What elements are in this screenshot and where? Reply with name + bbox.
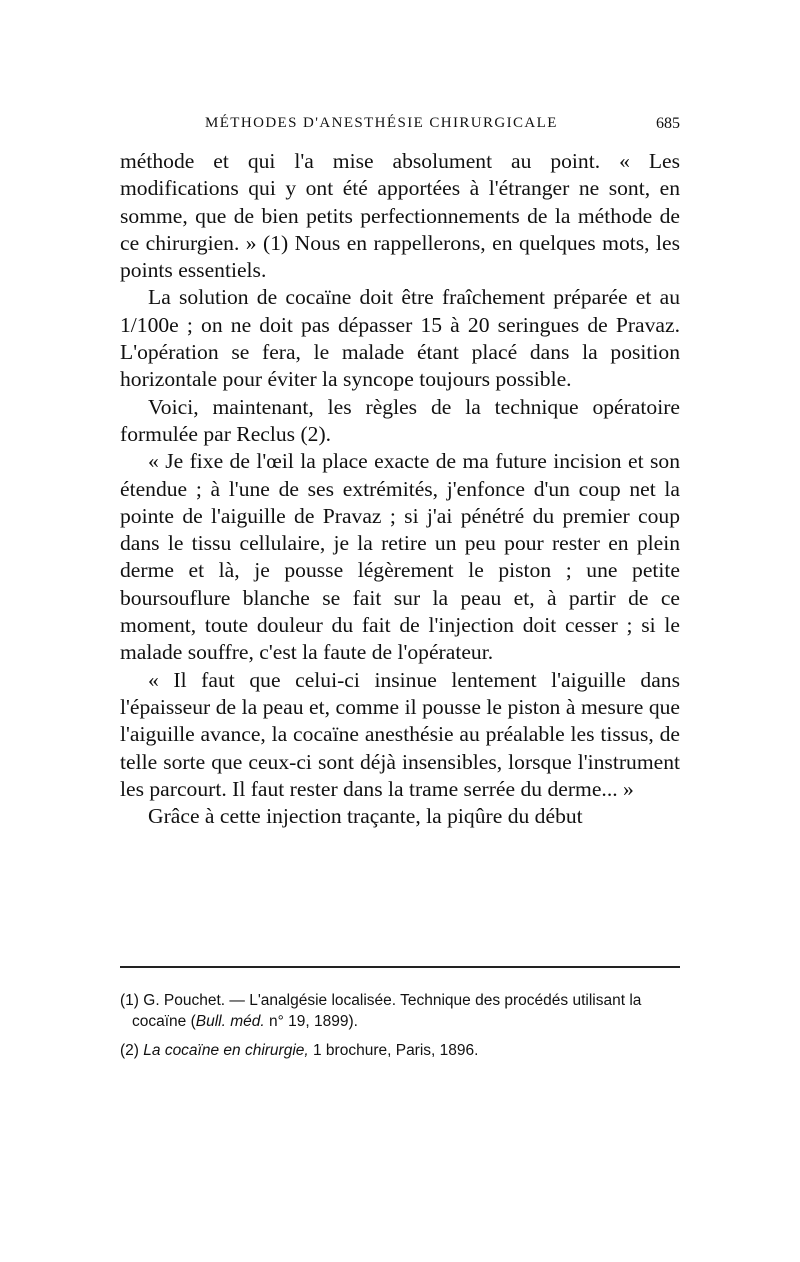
running-header xyxy=(205,115,680,139)
page-number: 685 xyxy=(656,115,680,132)
footnotes xyxy=(120,990,680,1061)
footnote-2-text: 1 brochure, Paris, 1896. xyxy=(308,1042,479,1059)
footnote-2-marker: (2) xyxy=(120,1042,139,1059)
paragraph-solution: La solution de cocaïne doit être fraîchement préparée et au 1/100e ; on ne doit pas dépasser 15 à 20 seringues de Pravaz. L'opération se fera, le malade étant placé dans la position horizontale pour éviter la syncope toujours possible. xyxy=(120,285,680,392)
footnote-2 xyxy=(120,1040,680,1061)
quote-paragraph-1: « Je fixe de l'œil la place exacte de ma future incision et son étendue ; à l'une de ses extrémités, j'enfonce d'un coup net la pointe de l'aiguille de Pravaz ; si j'ai pénétré du premier coup dans le tissu cellulaire, je la retire un peu pour rester en plein derme et là, je pousse légèrement le piston ; une petite boursouflure blanche se fait sur la peau et, à partir de ce moment, toute douleur du fait de l'injection doit cesser ; si le malade souffre, c'est la faute de l'opérateur. xyxy=(120,449,680,665)
footnote-1-issue: n° 19, 1899). xyxy=(264,1013,358,1030)
footnote-separator xyxy=(120,966,680,968)
footnote-1 xyxy=(120,990,680,1032)
footnote-1-marker: (1) xyxy=(120,992,139,1009)
footnote-1-text: G. Pouchet. — L'analgésie localisée. Technique des procédés utilisant la cocaïne ( xyxy=(132,992,642,1030)
footnote-1-journal: Bull. méd. xyxy=(195,1013,265,1030)
paragraph-continuation: méthode et qui l'a mise absolument au point. « Les modifications qui y ont été apportées à l'étranger ne sont, en somme, que de bien petits perfectionnements de la méthode de ce chirurgien. » (1) Nous en rappellerons, en quelques mots, les points essentiels. xyxy=(120,149,680,283)
paragraph-injection: Grâce à cette injection traçante, la piqûre du début xyxy=(148,804,583,829)
paragraph-technique-intro: Voici, maintenant, les règles de la technique opératoire formulée par Reclus (2). xyxy=(120,394,680,446)
running-title: MÉTHODES D'ANESTHÉSIE CHIRURGICALE xyxy=(205,115,558,131)
quote-paragraph-2: « Il faut que celui-ci insinue lentement l'aiguille dans l'épaisseur de la peau et, comme il pousse le piston à mesure que l'aiguille avance, la cocaïne anesthésie au préalable les tissus, de telle sorte que ceux-ci sont déjà insensibles, lorsque l'instrument les parcourt. Il faut rester dans la trame serrée du derme... » xyxy=(120,667,680,801)
footnote-2-title: La cocaïne en chirurgie, xyxy=(143,1042,309,1059)
body-text xyxy=(120,148,680,830)
